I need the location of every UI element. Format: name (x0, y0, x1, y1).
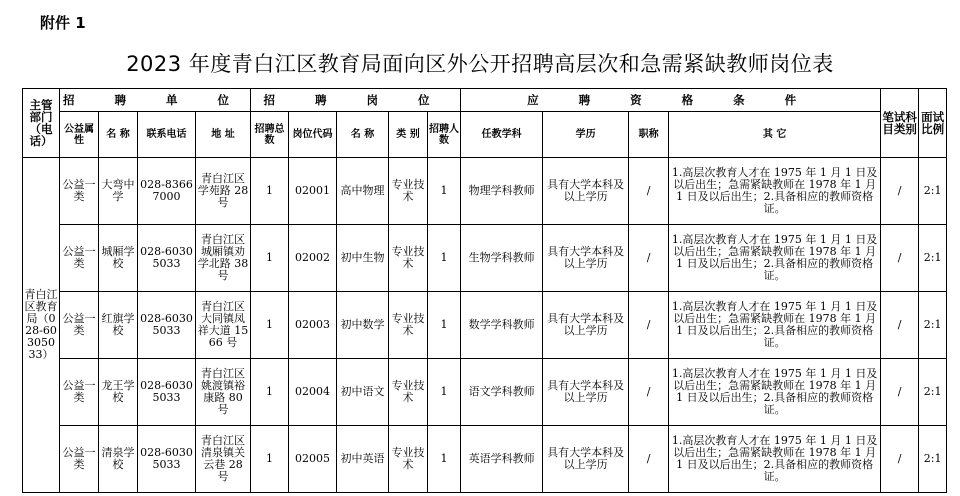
cell-post: 初中语文 (337, 359, 389, 426)
header-recruit-post: 招 聘 岗 位 (251, 89, 461, 112)
cell-school: 清泉学校 (99, 426, 138, 493)
cell-code: 02004 (289, 359, 337, 426)
cell-exam: / (881, 359, 919, 426)
cell-exam: / (881, 225, 919, 292)
cell-title-req: / (629, 225, 669, 292)
cell-subject: 物理学科教师 (461, 158, 543, 225)
cell-exam: / (881, 426, 919, 493)
cell-address: 青白江区清泉镇关云巷 28 号 (196, 426, 251, 493)
department-cell: 青白江区教育局（028-60305033） (23, 158, 60, 493)
cell-subject: 语文学科教师 (461, 359, 543, 426)
cell-address: 青白江区学苑路 28 号 (196, 158, 251, 225)
cell-total: 1 (251, 426, 289, 493)
cell-title-req: / (629, 158, 669, 225)
header-post-code: 岗位代码 (289, 112, 337, 158)
cell-subject: 数学学科教师 (461, 292, 543, 359)
header-education: 学历 (543, 112, 629, 158)
table-row (23, 292, 947, 359)
header-interview-ratio: 面试比例 (919, 89, 947, 158)
cell-count: 1 (428, 225, 461, 292)
cell-phone: 028-83667000 (138, 158, 196, 225)
cell-subject: 生物学科教师 (461, 225, 543, 292)
table-row (23, 158, 947, 225)
cell-total: 1 (251, 292, 289, 359)
cell-school: 城厢学校 (99, 225, 138, 292)
cell-other: 1.高层次教育人才在 1975 年 1 月 1 日及以后出生；急需紧缺教师在 1978 年 1 月 1 日及以后出生；2.具备相应的教师资格证。 (669, 359, 881, 426)
cell-code: 02003 (289, 292, 337, 359)
cell-education: 具有大学本科及以上学历 (543, 158, 629, 225)
header-title-req: 职称 (629, 112, 669, 158)
cell-education: 具有大学本科及以上学历 (543, 292, 629, 359)
cell-category: 专业技术 (389, 359, 428, 426)
header-total: 招聘总数 (251, 112, 289, 158)
recruitment-table (22, 88, 947, 493)
attachment-label: 附件 1 (40, 14, 86, 32)
cell-other: 1.高层次教育人才在 1975 年 1 月 1 日及以后出生；急需紧缺教师在 1978 年 1 月 1 日及以后出生；2.具备相应的教师资格证。 (669, 292, 881, 359)
cell-post: 初中数学 (337, 292, 389, 359)
header-unit-name: 名 称 (99, 112, 138, 158)
table-row (23, 225, 947, 292)
cell-post: 高中物理 (337, 158, 389, 225)
cell-ratio: 2:1 (919, 292, 947, 359)
header-other: 其 它 (669, 112, 881, 158)
cell-total: 1 (251, 158, 289, 225)
header-exam-type: 笔试科目类别 (881, 89, 919, 158)
cell-phone: 028-60305033 (138, 292, 196, 359)
cell-nature: 公益一类 (60, 225, 99, 292)
cell-phone: 028-60305033 (138, 426, 196, 493)
cell-title-req: / (629, 292, 669, 359)
cell-phone: 028-60305033 (138, 225, 196, 292)
cell-count: 1 (428, 359, 461, 426)
cell-subject: 英语学科教师 (461, 426, 543, 493)
cell-school: 大弯中学 (99, 158, 138, 225)
cell-title-req: / (629, 359, 669, 426)
table-row (23, 426, 947, 493)
cell-school: 红旗学校 (99, 292, 138, 359)
cell-total: 1 (251, 359, 289, 426)
header-row-1 (23, 89, 947, 112)
header-count: 招聘人数 (428, 112, 461, 158)
cell-exam: / (881, 292, 919, 359)
cell-phone: 028-60305033 (138, 359, 196, 426)
cell-other: 1.高层次教育人才在 1975 年 1 月 1 日及以后出生；急需紧缺教师在 1978 年 1 月 1 日及以后出生；2.具备相应的教师资格证。 (669, 158, 881, 225)
header-category: 类 别 (389, 112, 428, 158)
cell-ratio: 2:1 (919, 359, 947, 426)
cell-other: 1.高层次教育人才在 1975 年 1 月 1 日及以后出生；急需紧缺教师在 1978 年 1 月 1 日及以后出生；2.具备相应的教师资格证。 (669, 426, 881, 493)
cell-address: 青白江区大同镇凤祥大道 1566 号 (196, 292, 251, 359)
header-recruit-unit: 招 聘 单 位 (60, 89, 251, 112)
cell-address: 青白江区城厢镇劝学北路 38 号 (196, 225, 251, 292)
cell-ratio: 2:1 (919, 426, 947, 493)
header-subject: 任教学科 (461, 112, 543, 158)
cell-code: 02002 (289, 225, 337, 292)
cell-nature: 公益一类 (60, 359, 99, 426)
cell-education: 具有大学本科及以上学历 (543, 426, 629, 493)
table-row (23, 359, 947, 426)
cell-ratio: 2:1 (919, 158, 947, 225)
header-dept: 主管部门（电话） (23, 89, 60, 158)
header-post-name: 名 称 (337, 112, 389, 158)
cell-category: 专业技术 (389, 292, 428, 359)
cell-count: 1 (428, 292, 461, 359)
cell-ratio: 2:1 (919, 225, 947, 292)
cell-code: 02001 (289, 158, 337, 225)
cell-total: 1 (251, 225, 289, 292)
cell-school: 龙王学校 (99, 359, 138, 426)
cell-other: 1.高层次教育人才在 1975 年 1 月 1 日及以后出生；急需紧缺教师在 1978 年 1 月 1 日及以后出生；2.具备相应的教师资格证。 (669, 225, 881, 292)
cell-count: 1 (428, 158, 461, 225)
header-qualifications: 应 聘 资 格 条 件 (461, 89, 881, 112)
cell-count: 1 (428, 426, 461, 493)
cell-category: 专业技术 (389, 426, 428, 493)
cell-nature: 公益一类 (60, 292, 99, 359)
header-row-2 (23, 112, 947, 158)
cell-category: 专业技术 (389, 158, 428, 225)
cell-post: 初中生物 (337, 225, 389, 292)
cell-category: 专业技术 (389, 225, 428, 292)
cell-title-req: / (629, 426, 669, 493)
header-address: 地 址 (196, 112, 251, 158)
header-contact: 联系电话 (138, 112, 196, 158)
header-nature: 公益属性 (60, 112, 99, 158)
cell-post: 初中英语 (337, 426, 389, 493)
cell-code: 02005 (289, 426, 337, 493)
page-title: 2023 年度青白江区教育局面向区外公开招聘高层次和急需紧缺教师岗位表 (126, 52, 834, 76)
cell-education: 具有大学本科及以上学历 (543, 225, 629, 292)
cell-exam: / (881, 158, 919, 225)
cell-education: 具有大学本科及以上学历 (543, 359, 629, 426)
cell-nature: 公益一类 (60, 158, 99, 225)
cell-nature: 公益一类 (60, 426, 99, 493)
cell-address: 青白江区姚渡镇裕康路 80 号 (196, 359, 251, 426)
